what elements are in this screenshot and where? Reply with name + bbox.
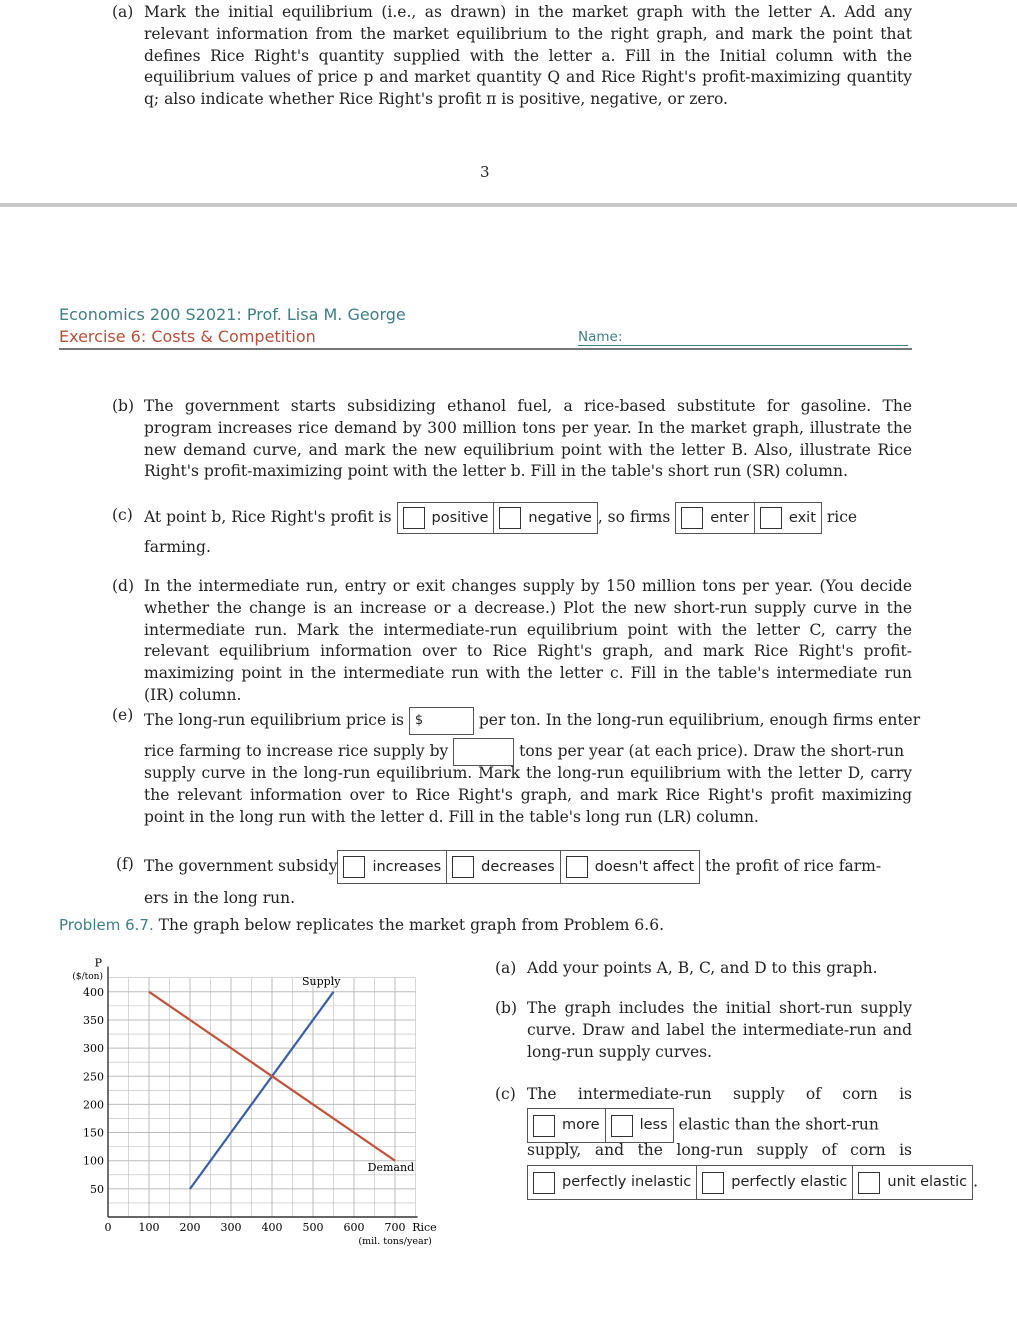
course-title: Economics 200 S2021: Prof. Lisa M. George bbox=[59, 305, 406, 324]
checkbox[interactable] bbox=[760, 507, 782, 529]
y-tick-label: 400 bbox=[83, 985, 104, 999]
supply-increase-input[interactable] bbox=[453, 738, 514, 766]
option-perfectly-inelastic[interactable] bbox=[528, 1166, 697, 1199]
checkbox[interactable] bbox=[403, 507, 425, 529]
y-tick-label: 150 bbox=[83, 1126, 104, 1140]
checkbox[interactable] bbox=[533, 1115, 555, 1137]
checkbox[interactable] bbox=[858, 1172, 880, 1194]
header-rule bbox=[59, 348, 912, 350]
y-tick-label: 300 bbox=[83, 1042, 104, 1056]
checkbox[interactable] bbox=[566, 856, 588, 878]
option-label: more bbox=[562, 1117, 600, 1133]
label: (f) bbox=[116, 855, 134, 873]
checkbox[interactable] bbox=[702, 1172, 724, 1194]
label: (c) bbox=[112, 506, 133, 524]
y-tick-label: 50 bbox=[90, 1182, 104, 1196]
text: At point b, Rice Right's profit is bbox=[144, 508, 392, 526]
option-increases[interactable] bbox=[338, 851, 447, 883]
text: The graph includes the initial short-run supply curve. Draw and label the intermediate-run and long-run supply curves. bbox=[527, 999, 912, 1061]
supply-label: Supply bbox=[301, 975, 341, 989]
option-label: perfectly inelastic bbox=[562, 1174, 692, 1190]
option-label: unit elastic bbox=[887, 1174, 968, 1190]
option-negative[interactable] bbox=[494, 503, 596, 533]
problem-heading bbox=[59, 915, 919, 937]
checkbox[interactable] bbox=[681, 507, 703, 529]
name-field[interactable] bbox=[578, 329, 908, 346]
x-tick-label: 700 bbox=[384, 1221, 406, 1234]
x-tick-label: 500 bbox=[302, 1221, 324, 1234]
checkbox[interactable] bbox=[452, 856, 474, 878]
option-label: negative bbox=[528, 510, 592, 526]
option-label: exit bbox=[788, 510, 816, 526]
dollar-sign: $ bbox=[414, 713, 424, 728]
y-tick-label: 200 bbox=[83, 1098, 104, 1112]
text: farming. bbox=[144, 538, 211, 556]
elasticity-choice-2 bbox=[527, 1165, 973, 1200]
label: (b) bbox=[112, 397, 135, 415]
text: tons per year (at each price). Draw the short-run bbox=[519, 742, 905, 760]
option-exit[interactable] bbox=[755, 503, 821, 533]
option-positive[interactable] bbox=[398, 503, 495, 533]
text: supply, and the long-run supply of corn is bbox=[527, 1141, 912, 1159]
text: elastic than the short-run bbox=[678, 1115, 879, 1134]
y-tick-label: 350 bbox=[83, 1013, 104, 1027]
label: (d) bbox=[112, 577, 135, 595]
x-tick-label: 300 bbox=[220, 1221, 242, 1234]
y-axis-unit: ($/ton) bbox=[72, 971, 103, 982]
option-label: less bbox=[639, 1117, 668, 1133]
text: , so firms bbox=[597, 508, 671, 526]
x-axis-label: Rice bbox=[412, 1221, 437, 1234]
option-label: decreases bbox=[481, 859, 555, 875]
profit-choice bbox=[397, 502, 598, 534]
text: supply curve in the long-run equilibrium. Mark the long-run equilibrium with the letter D, carry the relevant information over to Rice Right's graph, and mark Rice Right's profit maximizing point in the long run with the letter d. Fill in the table's long run (LR) column. bbox=[144, 764, 912, 826]
option-perfectly-elastic[interactable] bbox=[697, 1166, 853, 1199]
text: Mark the initial equilibrium (i.e., as drawn) in the market graph with the letter A. Add any relevant information from the market equilibrium to the right graph, and mark the point that defines Rice Right's quantity supplied with the letter a. Fill in the Initial column with the equilibrium values of price p and market quantity Q and Rice Right's profit-maximizing quantity q; also indicate whether Rice Right's profit π is positive, negative, or zero. bbox=[144, 3, 912, 109]
option-enter[interactable] bbox=[676, 503, 755, 533]
option-label: positive bbox=[431, 510, 489, 526]
checkbox[interactable] bbox=[343, 856, 365, 878]
right-a bbox=[495, 958, 912, 980]
firms-choice bbox=[675, 502, 822, 534]
name-label: Name: bbox=[578, 329, 623, 345]
part-f bbox=[116, 850, 912, 907]
x-tick-label: 400 bbox=[261, 1221, 283, 1234]
x-tick-label: 600 bbox=[343, 1221, 365, 1234]
lr-price-input[interactable] bbox=[409, 707, 474, 735]
text: rice farming to increase rice supply by bbox=[144, 742, 449, 760]
y-tick-label: 250 bbox=[83, 1070, 104, 1084]
text: In the intermediate run, entry or exit changes supply by 150 million tons per year. (You decide whether the change is an increase or a decrease.) Plot the new short-run supply curve in the intermediate run. Mark the intermediate-run equilibrium point with the letter C, carry the relevant equilibrium information over to Rice Right's graph, and mark Rice Right's profit-maximizing point in the intermediate run with the letter c. Fill in the table's intermediate run (IR) column. bbox=[144, 577, 912, 704]
x-axis-unit: (mil. tons/year) bbox=[358, 1236, 432, 1247]
market-graph bbox=[55, 950, 455, 1250]
x-tick-label: 0 bbox=[104, 1221, 112, 1234]
label: (e) bbox=[112, 706, 134, 724]
part-d bbox=[112, 576, 912, 704]
problem-text: The graph below replicates the market graph from Problem 6.6. bbox=[158, 916, 664, 934]
exercise-title: Exercise 6: Costs & Competition bbox=[59, 327, 316, 346]
label: (b) bbox=[495, 999, 518, 1017]
part-b bbox=[112, 396, 912, 481]
checkbox[interactable] bbox=[499, 507, 521, 529]
part-e bbox=[112, 705, 921, 826]
page-divider bbox=[0, 203, 1017, 207]
option-unit-elastic[interactable] bbox=[853, 1166, 972, 1199]
option-label: enter bbox=[710, 510, 749, 526]
text: ers in the long run. bbox=[144, 889, 296, 907]
text: the profit of rice farm- bbox=[705, 857, 882, 875]
label: (a) bbox=[112, 3, 134, 21]
text: The government starts subsidizing ethanol fuel, a rice-based substitute for gasoline. The program increases rice demand by 300 million tons per year. In the market graph, illustrate the new demand curve, and mark the new equilibrium point with the letter B. Also, illustrate Rice Right's profit-maximizing point with the letter b. Fill in the table's short run (SR) column. bbox=[144, 397, 912, 481]
problem-title: Problem 6.7. bbox=[59, 916, 154, 934]
text: Add your points A, B, C, and D to this graph. bbox=[527, 959, 878, 977]
demand-label: Demand bbox=[367, 1160, 415, 1174]
label: (c) bbox=[495, 1085, 516, 1103]
y-axis-label: P bbox=[94, 956, 102, 970]
x-tick-label: 200 bbox=[179, 1221, 201, 1234]
option-decreases[interactable] bbox=[447, 851, 561, 883]
option-label: doesn't affect bbox=[594, 859, 695, 875]
label: (a) bbox=[495, 959, 517, 977]
prev-part-a bbox=[112, 2, 912, 109]
text: per ton. In the long-run equilibrium, enough firms enter bbox=[478, 711, 921, 729]
page-number: 3 bbox=[480, 163, 490, 181]
text: The government subsidy bbox=[144, 857, 338, 875]
text: rice bbox=[826, 508, 858, 526]
option-label: increases bbox=[372, 859, 442, 875]
subsidy-choice bbox=[337, 850, 700, 884]
y-tick-label: 100 bbox=[83, 1154, 104, 1168]
part-c bbox=[112, 502, 912, 556]
checkbox[interactable] bbox=[611, 1115, 633, 1137]
text: . bbox=[973, 1172, 979, 1191]
option-doesnt-affect[interactable] bbox=[561, 851, 699, 883]
right-c bbox=[495, 1080, 1015, 1191]
x-tick-label: 100 bbox=[138, 1221, 160, 1234]
right-b bbox=[495, 998, 912, 1061]
option-label: perfectly elastic bbox=[731, 1174, 848, 1190]
checkbox[interactable] bbox=[533, 1172, 555, 1194]
text: The intermediate-run supply of corn is bbox=[527, 1085, 912, 1103]
text: The long-run equilibrium price is bbox=[144, 711, 404, 729]
